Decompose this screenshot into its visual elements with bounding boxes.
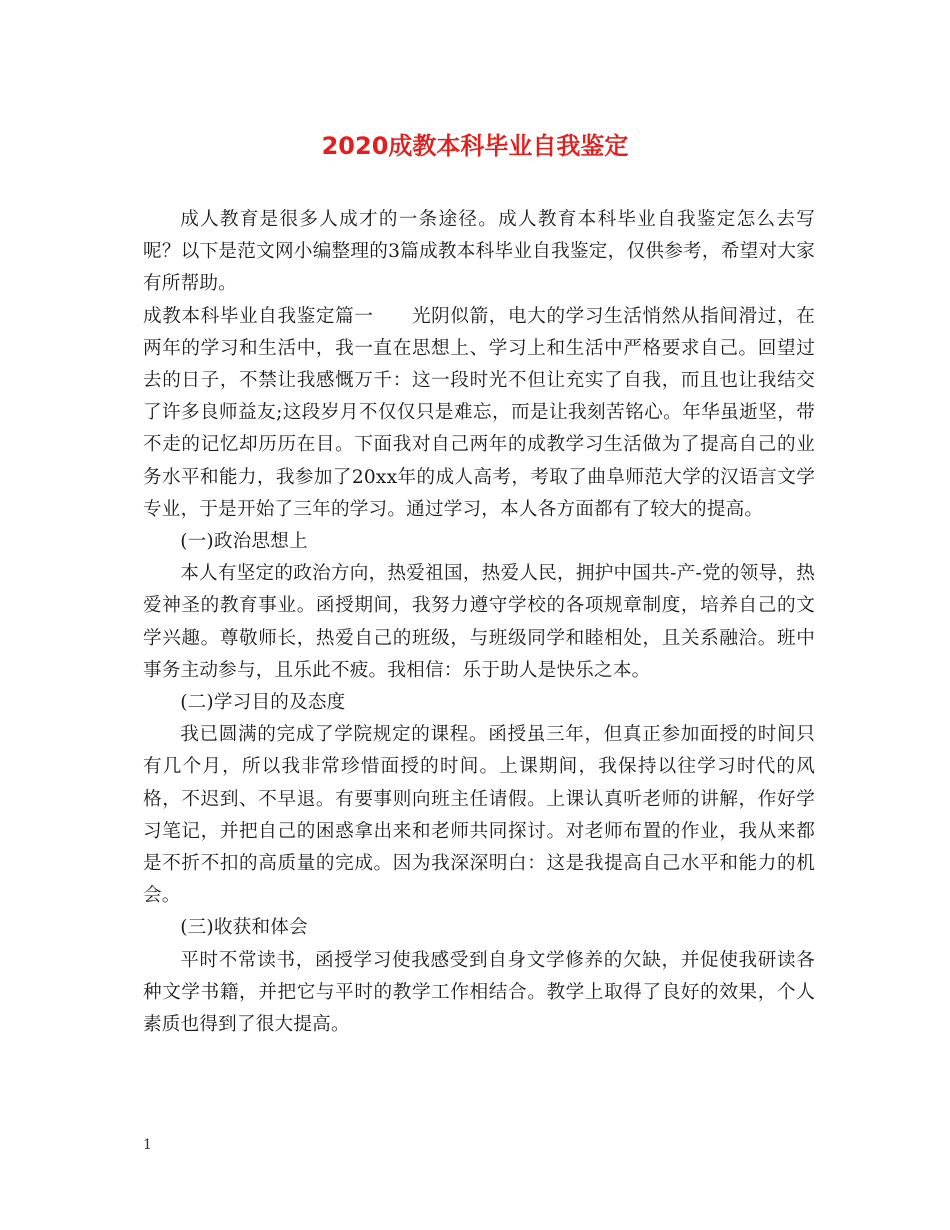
page-number: 1 (143, 1137, 152, 1153)
document-body (143, 204, 815, 1041)
section-heading-study: (二)学习目的及态度 (180, 692, 346, 714)
paragraph-study: 我已圆满的完成了学院规定的课程。函授虽三年，但真正参加面授的时间只有几个月，所以我非常珍惜面授的时间。上课期间，我保持以往学习时代的风格，不迟到、不早退。有要事则向班主任请假。上课认真听老师的讲解，作好学习笔记，并把自己的困惑拿出来和老师共同探讨。对老师布置的作业，我从来都是不折不扣的高质量的完成。因为我深深明白：这是我提高自己水平和能力的机会。 (143, 724, 815, 907)
paragraph-part-one: 成教本科毕业自我鉴定篇一 光阴似箭，电大的学习生活悄然从指间滑过，在两年的学习和生活中，我一直在思想上、学习上和生活中严格要求自己。回望过去的日子，不禁让我感慨万千：这一段时光不但让充实了自我，而且也让我结交了许多良师益友;这段岁月不仅仅只是难忘，而是让我刻苦铭心。年华虽逝坚，带不走的记忆却历历在目。下面我对自己两年的成教学习生活做为了提高自己的业务水平和能力，我参加了20xx年的成人高考，考取了曲阜师范大学的汉语言文学专业，于是开始了三年的学习。通过学习，本人各方面都有了较大的提高。 (143, 305, 815, 520)
paragraph-politics: 本人有坚定的政治方向，热爱祖国，热爱人民，拥护中国共-产-党的领导，热爱神圣的教育事业。函授期间，我努力遵守学校的各项规章制度，培养自己的文学兴趣。尊敬师长，热爱自己的班级，与班级同学和睦相处，且关系融洽。班中事务主动参与，且乐此不疲。我相信：乐于助人是快乐之本。 (143, 563, 815, 681)
section-heading-politics: (一)政治思想上 (180, 531, 308, 553)
document-title: 2020成教本科毕业自我鉴定 (321, 132, 629, 160)
paragraph-gains: 平时不常读书，函授学习使我感受到自身文学修养的欠缺，并促使我研读各种文学书籍，并把它与平时的教学工作相结合。教学上取得了良好的效果，个人素质也得到了很大提高。 (143, 949, 815, 1036)
section-heading-gains: (三)收获和体会 (180, 917, 308, 939)
paragraph-intro: 成人教育是很多人成才的一条途径。成人教育本科毕业自我鉴定怎么去写呢？以下是范文网小编整理的3篇成教本科毕业自我鉴定，仅供参考，希望对大家有所帮助。 (143, 209, 815, 295)
